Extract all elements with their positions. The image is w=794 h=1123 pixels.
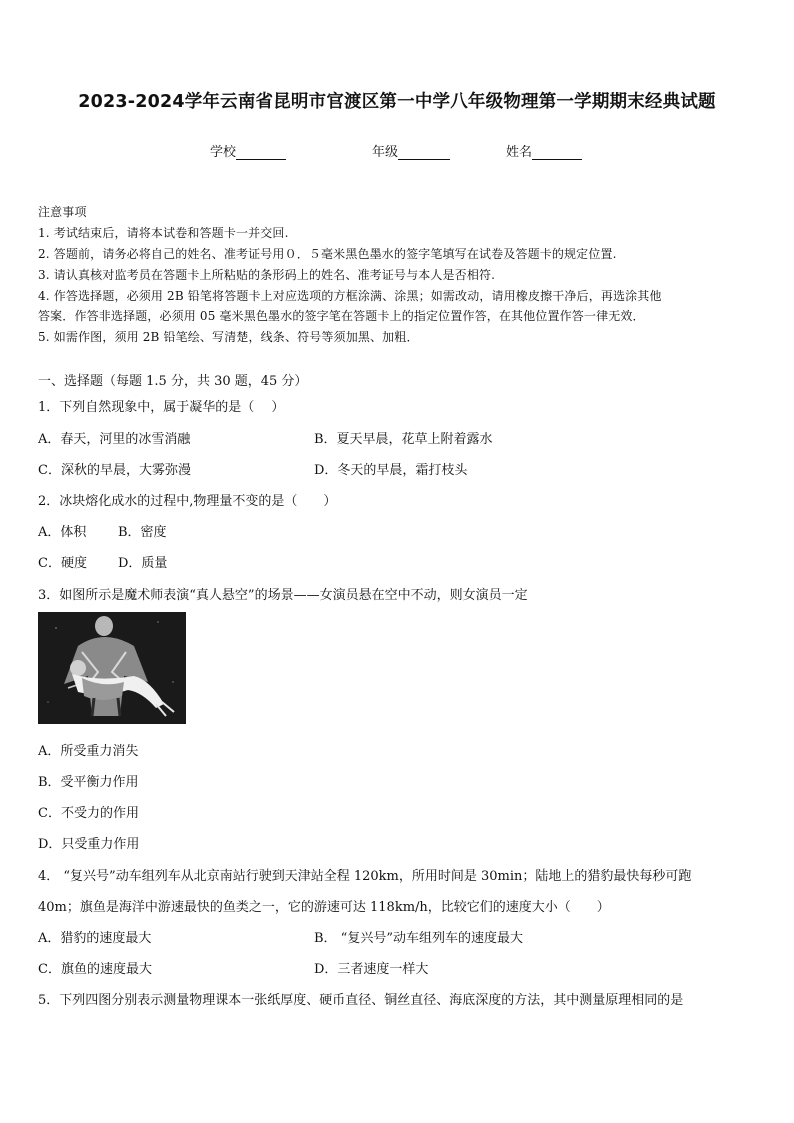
name-blank[interactable]: [532, 145, 582, 160]
notice-item: 5. 如需作图，须用 2B 铅笔绘、写清楚，线条、符号等须加黑、加粗．: [38, 330, 419, 344]
q2-option-b[interactable]: B．密度: [118, 525, 167, 540]
grade-field: [372, 141, 450, 160]
name-field: [506, 141, 582, 160]
grade-blank[interactable]: [398, 145, 450, 160]
q1-option-a[interactable]: A．春天，河里的冰雪消融: [38, 432, 191, 447]
question-1-stem: 1．下列自然现象中，属于凝华的是（ ）: [38, 400, 285, 415]
q1-option-c[interactable]: C．深秋的早晨，大雾弥漫: [38, 463, 191, 478]
notice-item: 答案．作答非选择题，必须用 05 毫米黑色墨水的签字笔在答题卡上的指定位置作答，在其他位置作答一律无效．: [38, 309, 645, 323]
q3-option-d[interactable]: D．只受重力作用: [38, 837, 140, 852]
notice-item: 2. 答题前，请务必将自己的姓名、准考证号用０．５毫米黑色墨水的签字笔填写在试卷及答题卡的规定位置.: [38, 247, 617, 261]
school-blank[interactable]: [236, 145, 286, 160]
section-heading: 一、选择题（每题 1.5 分，共 30 题，45 分）: [38, 374, 308, 389]
q1-option-d[interactable]: D．冬天的早晨，霜打枝头: [314, 463, 468, 478]
q1-option-b[interactable]: B．夏天早晨，花草上附着露水: [314, 432, 493, 447]
q2-option-d[interactable]: D．质量: [118, 556, 168, 571]
q2-option-c[interactable]: C．硬度: [38, 556, 87, 571]
notice-item: 4. 作答选择题，必须用 2B 铅笔将答题卡上对应选项的方框涂满、涂黑；如需改动，请用橡皮擦干净后，再选涂其他: [38, 289, 662, 303]
school-label: 学校: [210, 145, 237, 160]
q4-option-d[interactable]: D．三者速度一样大: [314, 962, 429, 977]
q4-option-c[interactable]: C．旗鱼的速度最大: [38, 962, 152, 977]
q3-option-b[interactable]: B．受平衡力作用: [38, 775, 139, 790]
question-4-stem: 4． “复兴号”动车组列车从北京南站行驶到天津站全程 120km，所用时间是 30min；陆地上的猎豹最快每秒可跑: [38, 869, 692, 884]
q4-option-b[interactable]: B． “复兴号”动车组列车的速度最大: [314, 931, 523, 946]
name-label: 姓名: [506, 145, 533, 160]
notice-item: 3. 请认真核对监考员在答题卡上所粘贴的条形码上的姓名、准考证号与本人是否相符.: [38, 268, 496, 282]
notice-item: 1. 考试结束后，请将本试卷和答题卡一并交回.: [38, 226, 289, 240]
question-3-stem: 3．如图所示是魔术师表演“真人悬空”的场景——女演员悬在空中不动，则女演员一定: [38, 588, 528, 603]
q3-option-c[interactable]: C．不受力的作用: [38, 806, 139, 821]
magic-show-photo: [38, 612, 186, 724]
school-field: [210, 141, 286, 160]
grade-label: 年级: [372, 145, 399, 160]
q2-option-a[interactable]: A．体积: [38, 525, 87, 540]
page-title: 2023-2024学年云南省昆明市官渡区第一中学八年级物理第一学期期末经典试题: [78, 92, 716, 112]
question-5-stem: 5．下列四图分别表示测量物理课本一张纸厚度、硬币直径、铜丝直径、海底深度的方法，其中测量原理相同的是: [38, 993, 684, 1008]
question-4-stem-cont: 40m；旗鱼是海洋中游速最快的鱼类之一，它的游速可达 118km/h，比较它们的速度大小（ ）: [38, 900, 610, 915]
q3-option-a[interactable]: A．所受重力消失: [38, 744, 139, 759]
notice-heading: 注意事项: [38, 205, 87, 219]
question-2-stem: 2．冰块熔化成水的过程中,物理量不变的是（ ）: [38, 494, 337, 509]
q4-option-a[interactable]: A．猎豹的速度最大: [38, 931, 152, 946]
